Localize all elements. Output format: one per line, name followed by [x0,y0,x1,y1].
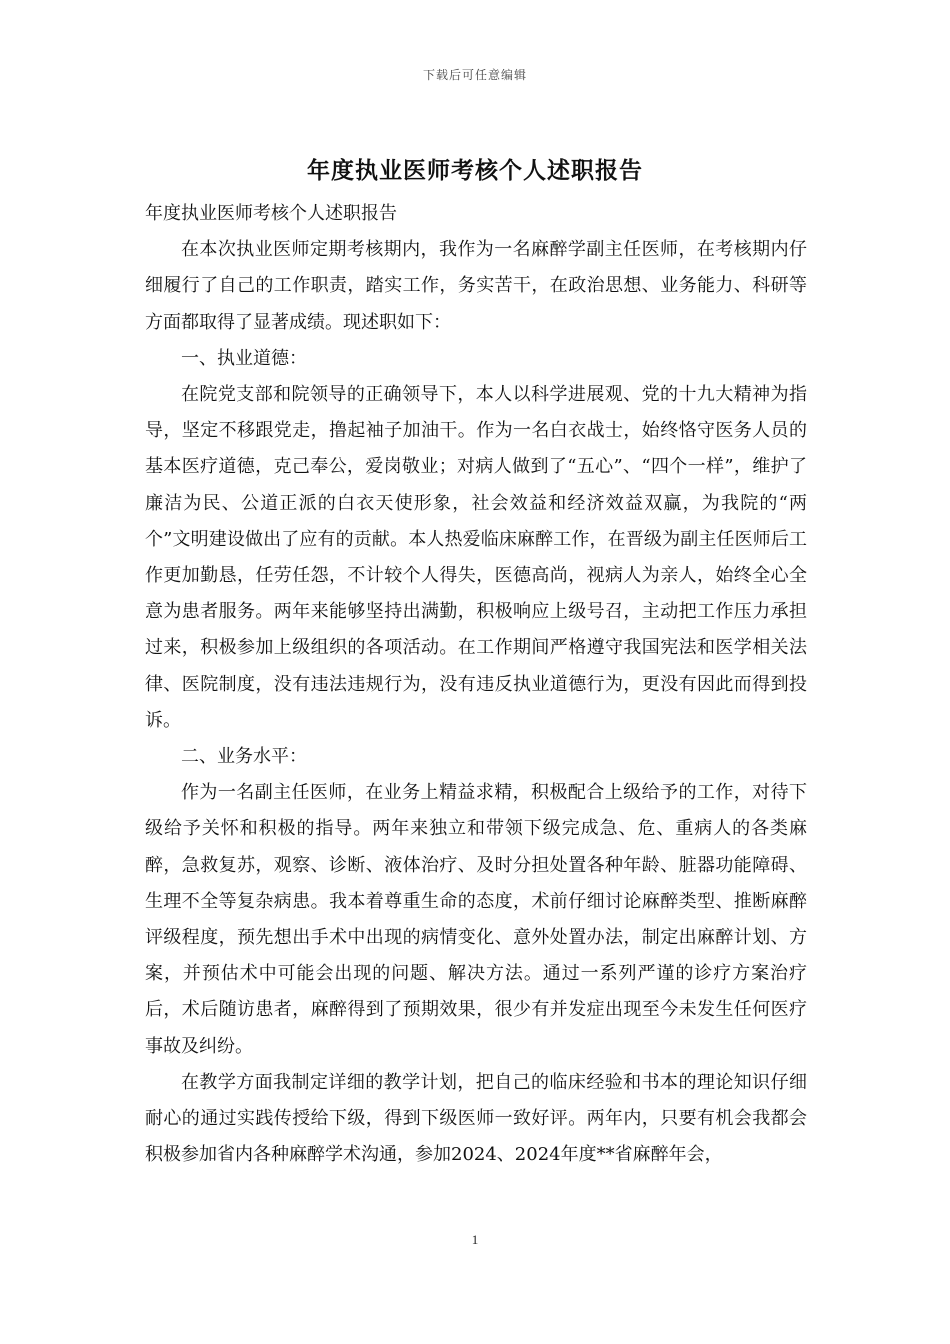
document-body [145,196,807,1173]
paragraph-ethics: 在院党支部和院领导的正确领导下，本人以科学进展观、党的十九大精神为指导，坚定不移跟党走，撸起袖子加油干。作为一名白衣战士，始终恪守医务人员的基本医疗道德，克己奉公，爱岗敬业；对病人做到了“五心”、“四个一样”，维护了廉洁为民、公道正派的白衣天使形象，社会效益和经济效益双赢，为我院的“两个”文明建设做出了应有的贡献。本人热爱临床麻醉工作，在晋级为副主任医师后工作更加勤恳，任劳任怨，不计较个人得失，医德高尚，视病人为亲人，始终全心全意为患者服务。两年来能够坚持出满勤，积极响应上级号召，主动把工作压力承担过来，积极参加上级组织的各项活动。在工作期间严格遵守我国宪法和医学相关法律、医院制度，没有违法违规行为，没有违反执业道德行为，更没有因此而得到投诉。 [145,384,807,731]
paragraph-teaching: 在教学方面我制定详细的教学计划，把自己的临床经验和书本的理论知识仔细耐心的通过实践传授给下级，得到下级医师一致好评。两年内，只要有机会我都会积极参加省内各种麻醉学术沟通，参加2024、2024年度**省麻醉年会， [145,1071,807,1166]
paragraph-skills: 作为一名副主任医师，在业务上精益求精，积极配合上级给予的工作，对待下级给予关怀和积极的指导。两年来独立和带领下级完成急、危、重病人的各类麻醉，急救复苏，观察、诊断、液体治疗、及时分担处置各种年龄、脏器功能障碍、生理不全等复杂病患。我本着尊重生命的态度，术前仔细讨论麻醉类型、推断麻醉评级程度，预先想出手术中出现的病情变化、意外处置办法，制定出麻醉计划、方案，并预估术中可能会出现的问题、解决方法。通过一系列严谨的诊疗方案治疗后，术后随访患者，麻醉得到了预期效果，很少有并发症出现至今未发生任何医疗事故及纠纷。 [145,782,807,1057]
section-heading-ethics: 一、执业道德： [181,347,307,369]
header-note: 下载后可任意编辑 [422,68,527,82]
page-number: 1 [471,1232,479,1247]
section-heading-skills: 二、业务水平： [181,746,307,768]
paragraph-intro: 在本次执业医师定期考核期内，我作为一名麻醉学副主任医师，在考核期内仔细履行了自己的工作职责，踏实工作，务实苦干，在政治思想、业务能力、科研等方面都取得了显著成绩。现述职如下： [145,239,807,333]
subtitle-line: 年度执业医师考核个人述职报告 [145,203,397,224]
document-title: 年度执业医师考核个人述职报告 [307,158,643,184]
